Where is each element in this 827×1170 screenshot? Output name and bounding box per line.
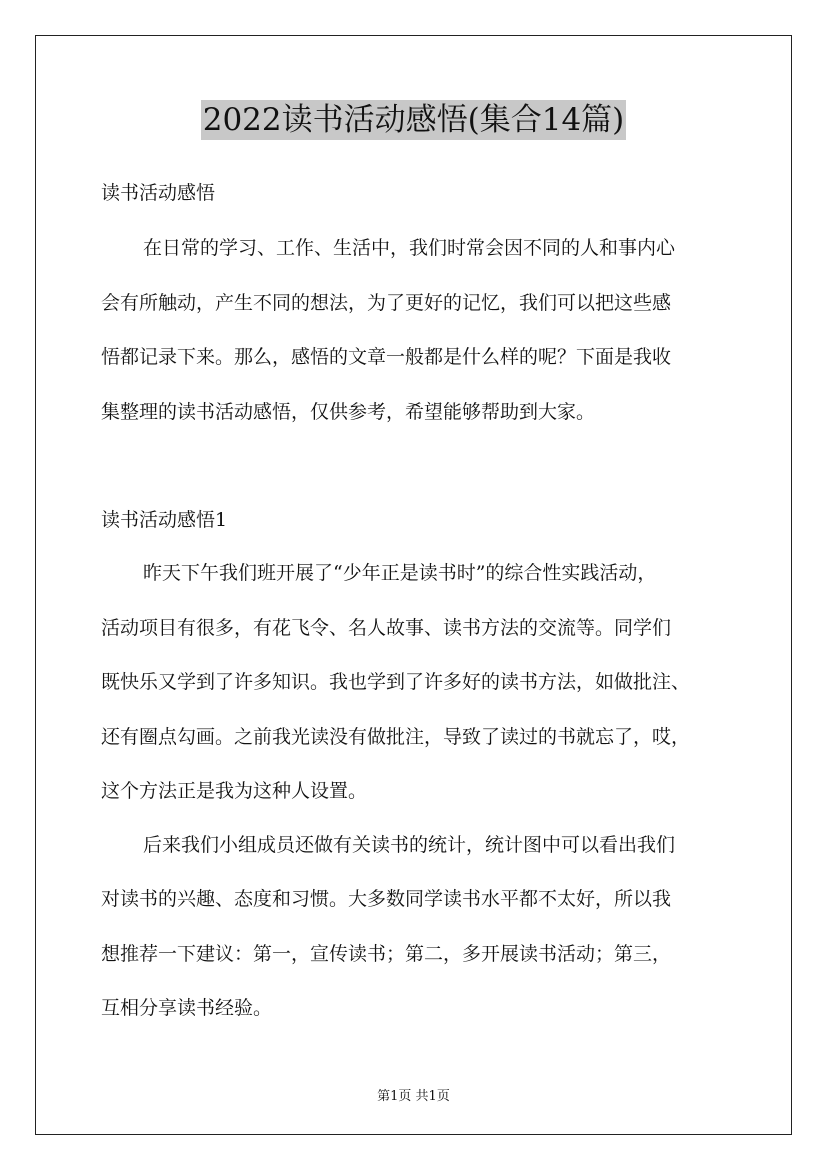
paragraph-line: 这个方法正是我为这种人设置。 (101, 780, 368, 802)
paragraph-line: 会有所触动，产生不同的想法，为了更好的记忆，我们可以把这些感 (101, 292, 672, 314)
section-heading-intro: 读书活动感悟 (101, 182, 216, 204)
page-footer: 第1页 共1页 (377, 1089, 450, 1104)
paragraph-line: 活动项目有很多，有花飞令、名人故事、读书方法的交流等。同学们 (101, 617, 672, 639)
paragraph-line: 集整理的读书活动感悟，仅供参考，希望能够帮助到大家。 (101, 401, 596, 423)
paragraph-line: 在日常的学习、工作、生活中，我们时常会因不同的人和事内心 (143, 237, 676, 259)
paragraph-line: 想推荐一下建议：第一，宣传读书；第二，多开展读书活动；第三， (101, 943, 672, 965)
paragraph-line: 昨天下午我们班开展了“少年正是读书时”的综合性实践活动， (143, 562, 657, 584)
section-heading-1: 读书活动感悟1 (101, 509, 228, 531)
paragraph-line: 互相分享读书经验。 (101, 997, 273, 1019)
paragraph-line: 对读书的兴趣、态度和习惯。大多数同学读书水平都不太好，所以我 (101, 888, 672, 910)
paragraph-line: 悟都记录下来。那么，感悟的文章一般都是什么样的呢？下面是我收 (101, 346, 672, 368)
paragraph-line: 既快乐又学到了许多知识。我也学到了许多好的读书方法，如做批注、 (101, 671, 691, 693)
title-container (0, 100, 827, 140)
paragraph-line: 还有圈点勾画。之前我光读没有做批注，导致了读过的书就忘了，哎， (101, 726, 691, 748)
document-title: 2022读书活动感悟(集合14篇) (202, 102, 625, 138)
paragraph-line: 后来我们小组成员还做有关读书的统计，统计图中可以看出我们 (143, 834, 676, 856)
